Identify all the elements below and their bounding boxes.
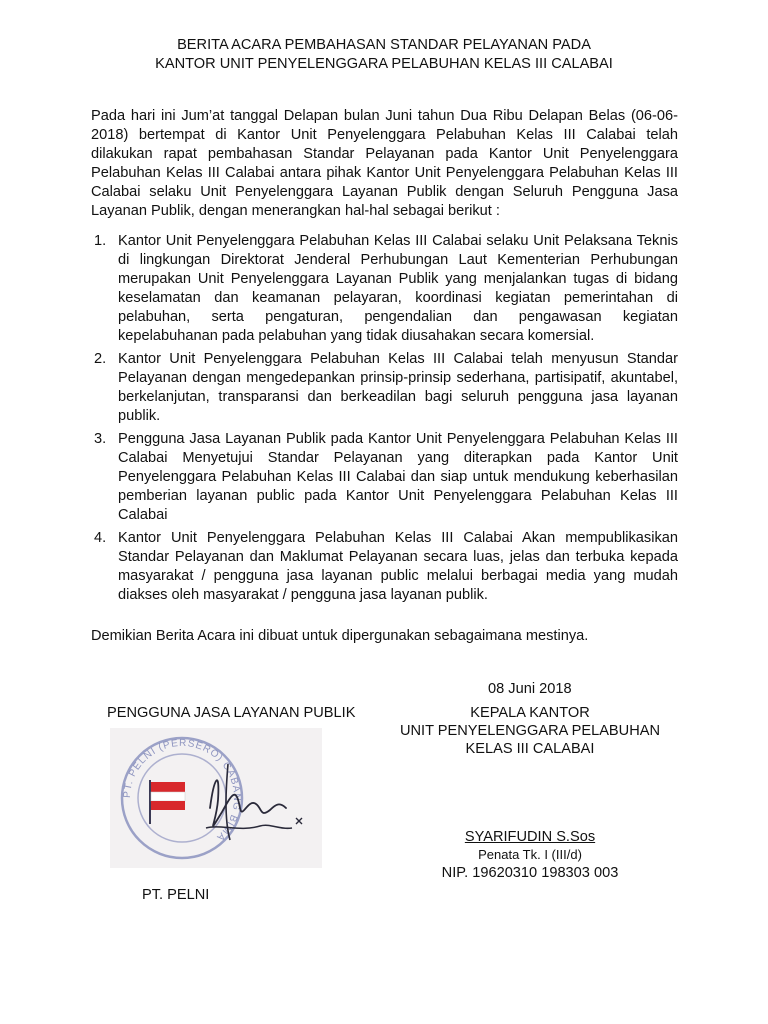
list-item xyxy=(91,232,678,346)
list-item-text: Kantor Unit Penyelenggara Pelabuhan Kelas III Calabai selaku Unit Pelaksana Teknis di lingkungan Direktorat Jenderal Perhubungan Laut Kementerian Perhubungan merupakan Unit Penyelenggara Layanan Publik yang menjalankan tugas di bidang keselamatan dan keamanan pelayaran, koordinasi kegiatan pemerintahan di pelabuhan, serta pengaturan, pengendalian dan pengawasan kegiatan kepelabuhanan pada pelabuhan yang tidak diusahakan secara komersial. xyxy=(118,233,678,344)
list-item-text: Kantor Unit Penyelenggara Pelabuhan Kelas III Calabai telah menyusun Standar Pelayanan dengan mengedepankan prinsip-prinsip sederhana, partisipatif, akuntabel, berkelanjutan, transparansi dan berkeadilan bagi seluruh pengguna jasa layanan publik. xyxy=(118,351,678,424)
list-item-text: Pengguna Jasa Layanan Publik pada Kantor Unit Penyelenggara Pelabuhan Kelas III Calabai Menyetujui Standar Pelayanan yang diterapkan pada Kantor Unit Penyelenggara Pelabuhan Kelas III Calabai dan siap untuk mendukung keberhasilan pemberian layanan public pada Kantor Unit Penyelenggara Pelabuhan Kelas III Calabai xyxy=(118,431,678,523)
stamp-ring-text: PT. PELNI (PERSERO) CABANG BIMA xyxy=(121,737,243,844)
document-date: 08 Juni 2018 xyxy=(488,681,572,697)
title-line-1: BERITA ACARA PEMBAHASAN STANDAR PELAYANAN PADA xyxy=(177,37,591,53)
list-item xyxy=(91,350,678,426)
closing-statement: Demikian Berita Acara ini dibuat untuk dipergunakan sebagaimana mestinya. xyxy=(91,628,589,644)
list-item-number: 4. xyxy=(94,530,107,546)
title-line-2: KANTOR UNIT PENYELENGGARA PELABUHAN KELAS III CALABAI xyxy=(155,56,613,72)
left-signatory-heading: PENGGUNA JASA LAYANAN PUBLIK xyxy=(107,705,356,721)
pelni-stamp-icon xyxy=(110,728,322,868)
right-heading-1: KEPALA KANTOR xyxy=(470,705,590,721)
signatory-name: SYARIFUDIN S.Sos xyxy=(464,829,596,845)
right-heading-3: KELAS III CALABAI xyxy=(465,741,595,757)
intro-paragraph: Pada hari ini Jum’at tanggal Delapan bulan Juni tahun Dua Ribu Delapan Belas (06-06-2018) bertempat di Kantor Unit Penyelenggara Pelabuhan Kelas III Calabai telah dilakukan rapat pembahasan Standar Pelayanan pada Kantor Unit Penyelenggara Pelabuhan Kelas III Calabai antara pihak Kantor Unit Penyelenggara Pelabuhan Kelas III Calabai selaku Unit Penyelenggara Layanan Publik dengan Seluruh Pengguna Jasa Layanan Publik, dengan menerangkan hal-hal sebagai berikut : xyxy=(91,108,678,219)
list-item-text: Kantor Unit Penyelenggara Pelabuhan Kelas III Calabai Akan mempublikasikan Standar Pelayanan dan Maklumat Pelayanan secara luas, jelas dan terbuka kepada masyarakat / pengguna jasa layanan public melalui berbagai media yang mudah diakses oleh masyarakat / pengguna jasa layanan publik. xyxy=(118,530,678,603)
signatory-nip: NIP. 19620310 198303 003 xyxy=(441,865,619,881)
list-item xyxy=(91,529,678,605)
signatory-rank: Penata Tk. I (III/d) xyxy=(478,847,582,862)
list-item-number: 1. xyxy=(94,233,107,249)
list-item xyxy=(91,430,678,525)
list-item-number: 3. xyxy=(94,431,107,447)
list-item-number: 2. xyxy=(94,351,107,367)
points-list xyxy=(91,232,678,609)
document-title xyxy=(0,36,768,74)
right-heading-2: UNIT PENYELENGGARA PELABUHAN xyxy=(399,723,661,739)
right-signatory-block xyxy=(398,704,662,882)
left-signatory-company: PT. PELNI xyxy=(142,887,210,903)
stamp-and-signature-image xyxy=(110,728,322,868)
